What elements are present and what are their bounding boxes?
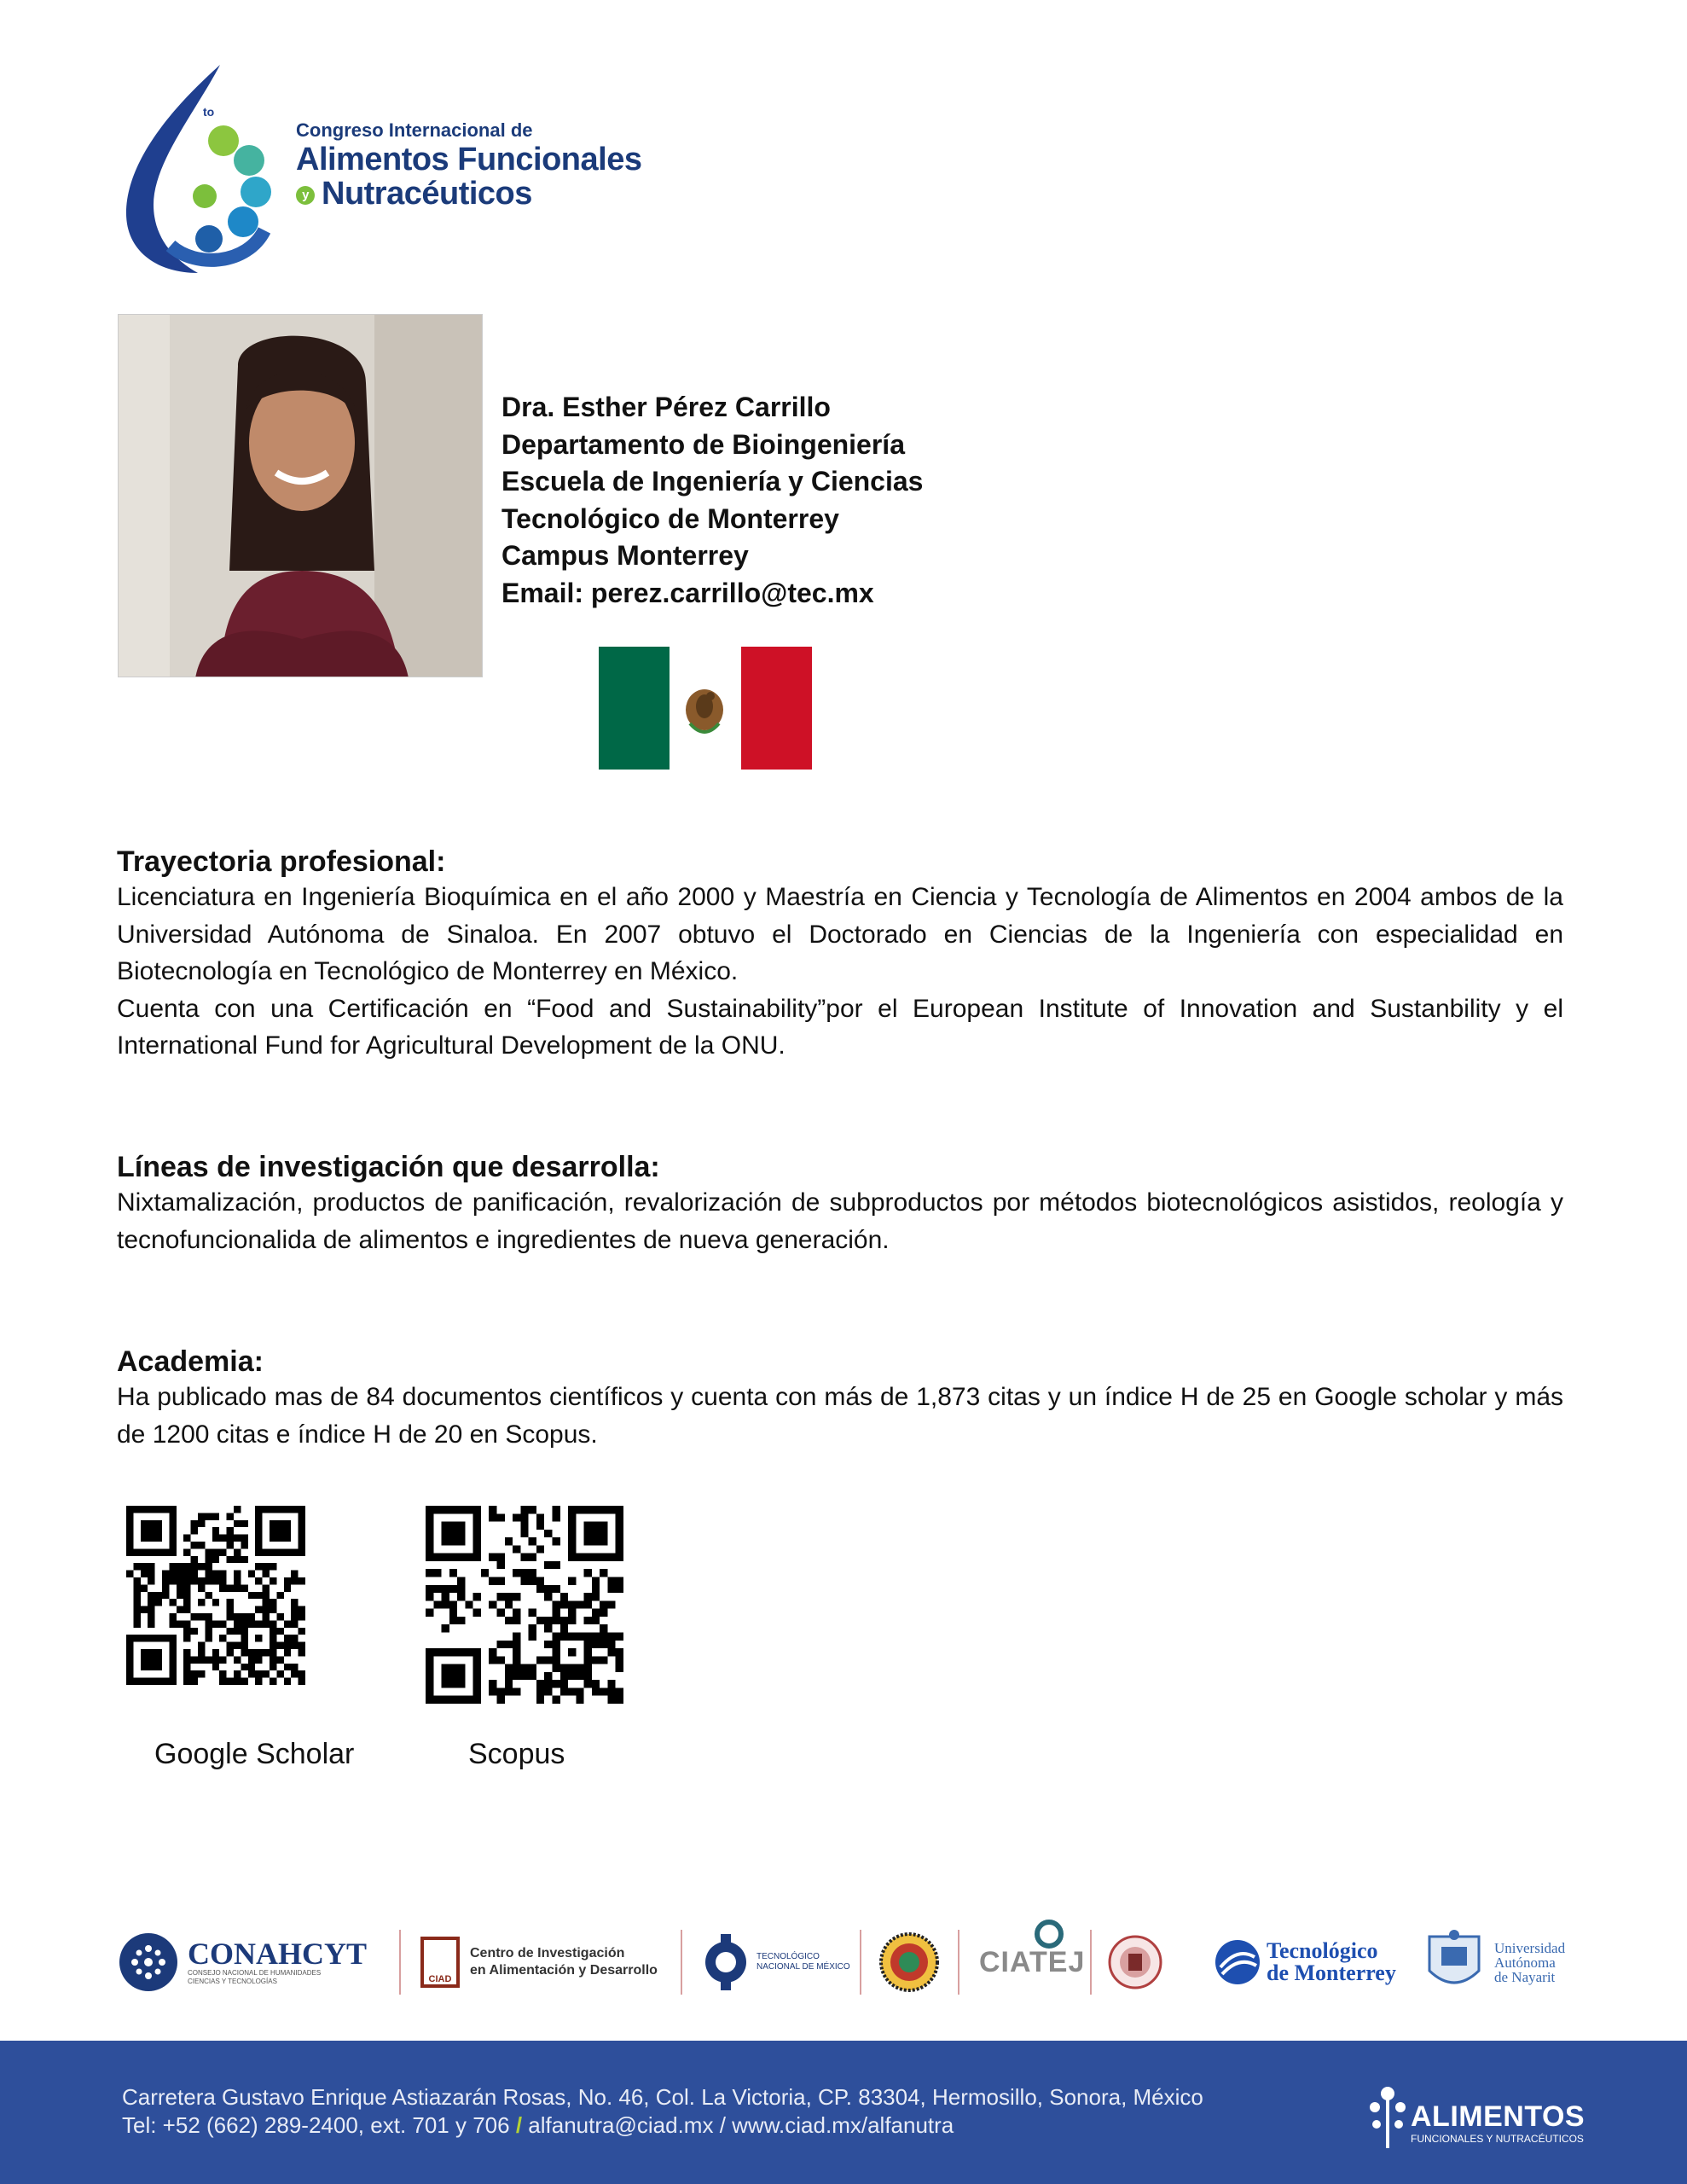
- footer-address: Carretera Gustavo Enrique Astiazarán Rosas, No. 46, Col. La Victoria, CP. 83304, Hermosillo, Sonora, México: [122, 2084, 1203, 2110]
- flag-red-band: [741, 647, 812, 770]
- logo-line-3: [296, 176, 532, 212]
- scopus-label: Scopus: [468, 1738, 565, 1770]
- ciatej-logo: [979, 1921, 1085, 2003]
- academia-title: Academia:: [117, 1345, 264, 1378]
- mexico-flag-icon: [599, 647, 812, 770]
- speaker-institution: Tecnológico de Monterrey: [501, 502, 839, 534]
- footer-logo-subtitle: FUNCIONALES Y NUTRACÉUTICOS: [1411, 2133, 1584, 2145]
- speaker-photo: [118, 314, 483, 677]
- university-seal-icon: [878, 1931, 940, 1993]
- tecnm-line-2: NACIONAL DE MÉXICO: [757, 1962, 850, 1972]
- university-seal-logo: [878, 1921, 940, 2003]
- footer-email-link[interactable]: alfanutra@ciad.mx: [528, 2112, 714, 2138]
- tecnm-logo: [702, 1921, 850, 2003]
- escuela-seal-icon: [1107, 1928, 1163, 1996]
- academia-section: [117, 1345, 1563, 1453]
- speaker-school: Escuela de Ingeniería y Ciencias: [501, 466, 924, 497]
- ciad-abbr: CIAD: [428, 1974, 452, 1984]
- tec-monterrey-logo: [1214, 1921, 1396, 2003]
- academia-paragraph: Ha publicado mas de 84 documentos científicos y cuenta con más de 1,873 citas y un índice H de 25 en Google scholar y más de 1200 citas e índice H de 20 en Scopus.: [117, 1383, 1563, 1449]
- flag-eagle-emblem-icon: [670, 647, 740, 770]
- uan-logo: [1421, 1921, 1565, 2003]
- conahcyt-sub-2: CIENCIAS Y TECNOLOGÍAS: [188, 1978, 277, 1985]
- tec-globe-icon: [1214, 1938, 1261, 1986]
- google-scholar-qr-icon[interactable]: [126, 1506, 305, 1685]
- speaker-campus: Campus Monterrey: [501, 540, 749, 571]
- logo-y-badge: y: [296, 186, 315, 205]
- footer-alimentos-logo: [1366, 2075, 1586, 2152]
- speaker-portrait-image: [119, 315, 483, 677]
- footer-separator: /: [515, 2112, 523, 2138]
- partner-divider: [1090, 1930, 1092, 1995]
- speaker-email: Email: perez.carrillo@tec.mx: [501, 577, 874, 608]
- google-scholar-label: Google Scholar: [154, 1738, 355, 1770]
- conahcyt-dots-icon: [118, 1931, 179, 1993]
- logo-line-3-text: Nutracéuticos: [322, 176, 532, 212]
- ciad-line-1: Centro de Investigación: [470, 1946, 625, 1960]
- footer-bar: [0, 2041, 1687, 2184]
- speaker-name: Dra. Esther Pérez Carrillo: [501, 392, 831, 422]
- uan-crest-icon: [1421, 1928, 1487, 1996]
- trayectoria-paragraph-2: Cuenta con una Certificación en “Food and Sustainability”por el European Institute of Innovation and Sustanbility y el International Fund for Agricultural Development de la ONU.: [117, 994, 1563, 1060]
- trayectoria-paragraph-1: Licenciatura en Ingeniería Bioquímica en el año 2000 y Maestría en Ciencia y Tecnología de Alimentos en 2004 ambos de la Universidad Autónoma de Sinaloa. En 2007 obtuvo el Doctorado en Ciencias de la Ingeniería con especialidad en Biotecnología en Tecnológico de Monterrey en México.: [117, 883, 1563, 985]
- footer-logo-title: ALIMENTOS: [1411, 2100, 1586, 2133]
- conahcyt-logo: [118, 1921, 367, 2003]
- footer-web-link[interactable]: www.ciad.mx/alfanutra: [732, 2112, 954, 2138]
- footer-phone: Tel: +52 (662) 289-2400, ext. 701 y 706: [122, 2112, 510, 2138]
- logo-line-2: Alimentos Funcionales: [296, 142, 642, 177]
- partner-divider: [860, 1930, 861, 1995]
- tecnm-line-1: TECNOLÓGICO: [757, 1952, 820, 1961]
- footer-plant-icon: [1366, 2082, 1409, 2150]
- uan-line-3: de Nayarit: [1494, 1968, 1556, 1985]
- ciatej-name: CIATEJ: [979, 1945, 1086, 1978]
- tec-line-2: de Monterrey: [1267, 1960, 1396, 1985]
- scopus-qr-icon[interactable]: [426, 1506, 623, 1704]
- conahcyt-sub-1: CONSEJO NACIONAL DE HUMANIDADES: [188, 1969, 322, 1977]
- flag-green-band: [599, 647, 670, 770]
- ciad-logo: [420, 1921, 658, 2003]
- trayectoria-title: Trayectoria profesional:: [117, 845, 446, 878]
- ciatej-ring-icon: [1032, 1917, 1066, 1951]
- flag-white-band: [670, 647, 740, 770]
- lineas-paragraph: Nixtamalización, productos de panificación, revalorización de subproductos por métodos biotecnológicos asistidos, reología y tecnofuncionalida de alimentos e ingredientes de nueva generación.: [117, 1188, 1563, 1254]
- uan-line-2: Autónoma: [1494, 1954, 1556, 1971]
- footer-separator: /: [719, 2112, 726, 2138]
- lineas-section: [117, 1150, 1563, 1258]
- footer-contact-line: [122, 2111, 1203, 2140]
- tecnm-gear-icon: [702, 1932, 750, 1992]
- ciad-line-2: en Alimentación y Desarrollo: [470, 1963, 658, 1978]
- speaker-department: Departamento de Bioingeniería: [501, 428, 905, 460]
- uan-line-1: Universidad: [1494, 1939, 1566, 1956]
- congress-six-icon: [119, 60, 290, 273]
- footer-address-block: [122, 2083, 1203, 2140]
- logo-line-1: Congreso Internacional de: [296, 119, 533, 141]
- logo-to-label: to: [203, 105, 215, 119]
- partner-divider: [399, 1930, 401, 1995]
- congress-logo: [119, 60, 665, 273]
- partner-divider: [958, 1930, 959, 1995]
- tec-line-1: Tecnológico: [1267, 1938, 1378, 1963]
- speaker-contact-block: [501, 389, 1099, 612]
- partner-logos-strip: [118, 1921, 1576, 2003]
- conahcyt-name: CONAHCYT: [188, 1937, 368, 1971]
- lineas-title: Líneas de investigación que desarrolla:: [117, 1151, 660, 1183]
- escuela-seal-logo: [1107, 1921, 1163, 2003]
- partner-divider: [681, 1930, 682, 1995]
- trayectoria-section: [117, 845, 1563, 1065]
